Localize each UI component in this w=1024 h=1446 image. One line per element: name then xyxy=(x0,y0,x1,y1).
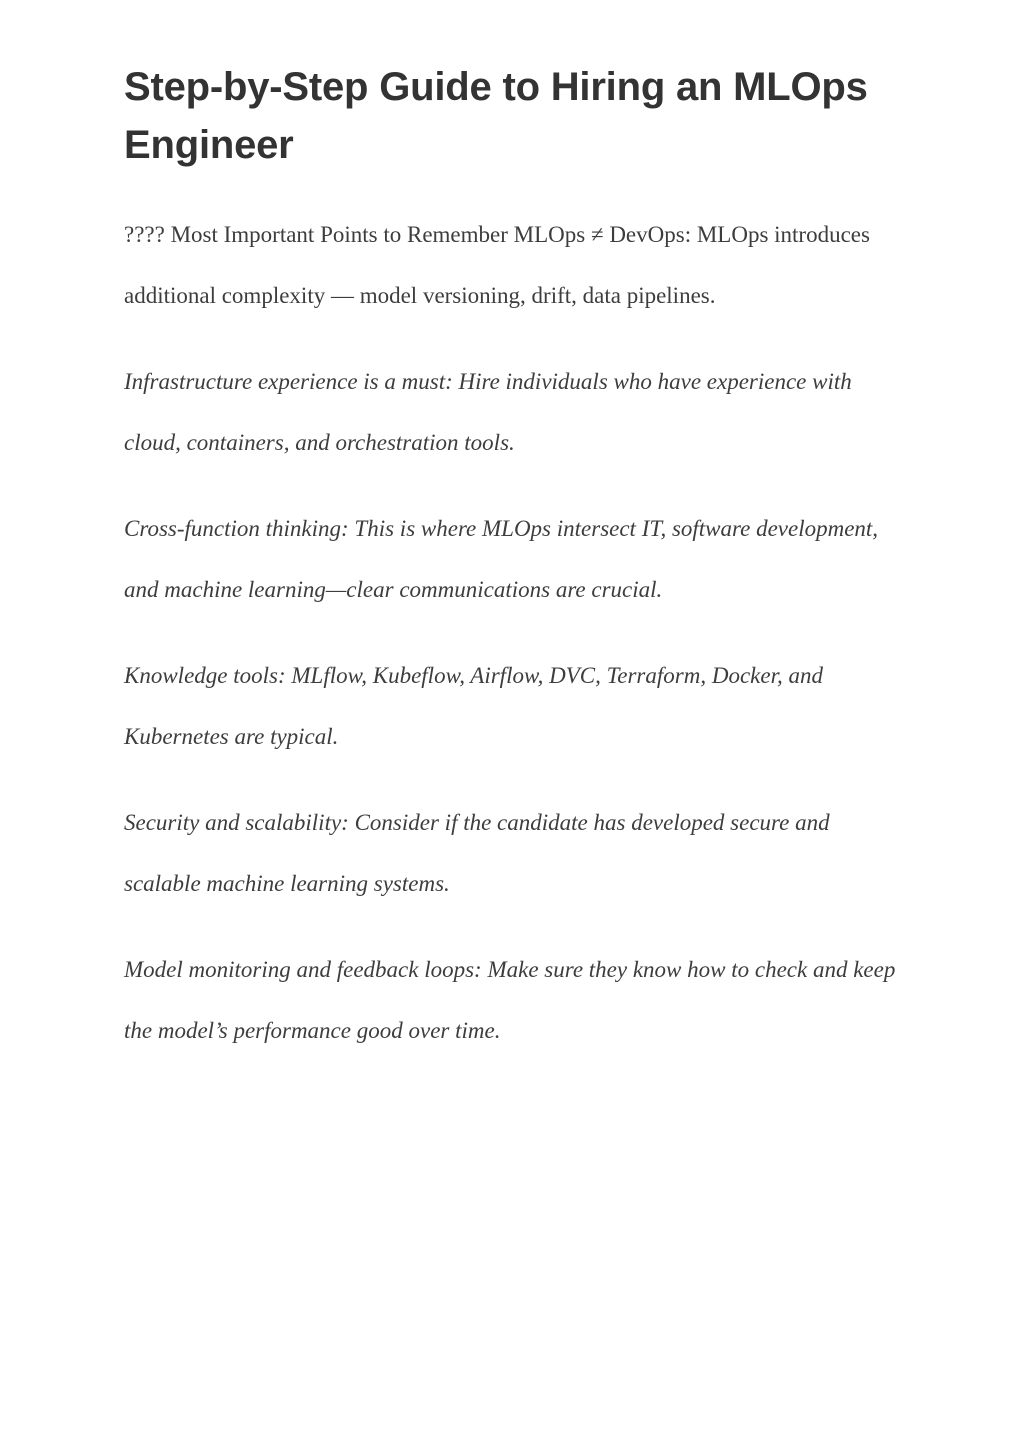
point-model-monitoring: Model monitoring and feedback loops: Make sure they know how to check and keep the model’s performance good over time. xyxy=(124,957,896,1043)
article xyxy=(124,58,900,1061)
point-knowledge-tools: Knowledge tools: MLflow, Kubeflow, Airflow, DVC, Terraform, Docker, and Kubernetes are typical. xyxy=(124,663,823,749)
point-security-scalability: Security and scalability: Consider if the candidate has developed secure and scalable machine learning systems. xyxy=(124,810,830,896)
point-infrastructure: Infrastructure experience is a must: Hire individuals who have experience with cloud, containers, and orchestration tools. xyxy=(124,369,852,455)
intro-paragraph: ???? Most Important Points to Remember MLOps ≠ DevOps: MLOps introduces additional complexity — model versioning, drift, data pipelines. xyxy=(124,222,870,308)
point-cross-function: Cross-function thinking: This is where MLOps intersect IT, software development, and machine learning—clear communications are crucial. xyxy=(124,516,879,602)
page-title: Step-by-Step Guide to Hiring an MLOps Engineer xyxy=(124,65,868,167)
